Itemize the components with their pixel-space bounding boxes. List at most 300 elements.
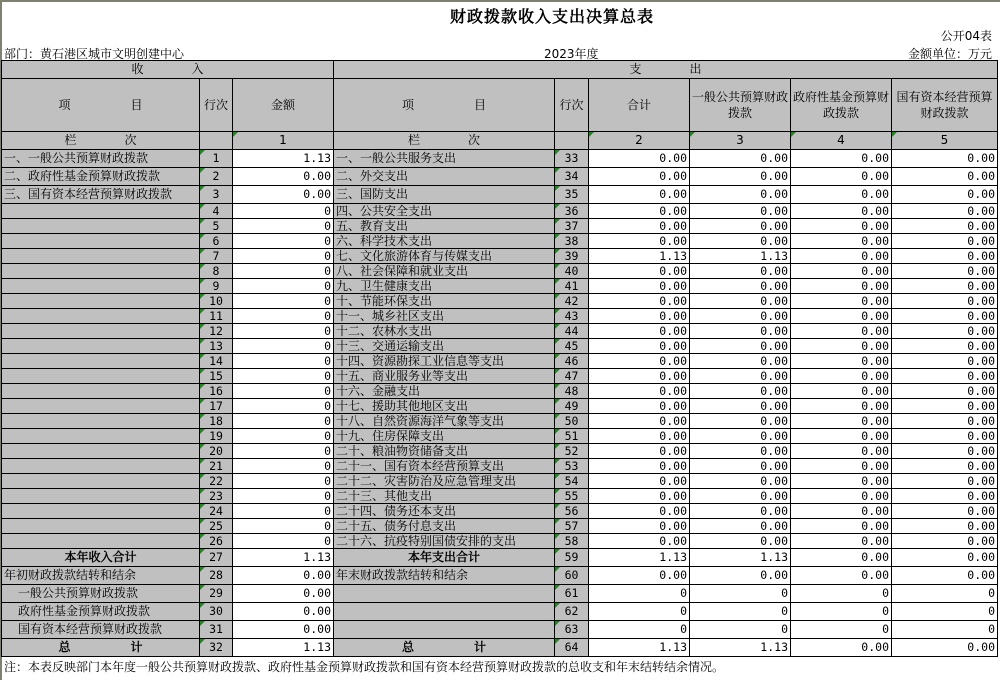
expense-state-capital[interactable]: 0.00 (892, 324, 998, 339)
expense-total[interactable]: 0.00 (589, 150, 690, 168)
table-row (2, 234, 998, 249)
income-item: 二、政府性基金预算财政拨款 (2, 168, 200, 186)
income-amount[interactable]: 0 (233, 234, 334, 249)
income-line-no: 24 (200, 504, 233, 519)
expense-gov-fund[interactable]: 0.00 (791, 444, 892, 459)
expense-gov-fund[interactable]: 0 (791, 603, 892, 621)
expense-item: 二十、粮油物资储备支出 (334, 444, 555, 459)
table-row (2, 399, 998, 414)
expense-gov-fund[interactable]: 0.00 (791, 639, 892, 657)
expense-gov-fund[interactable]: 0.00 (791, 429, 892, 444)
income-line-no: 13 (200, 339, 233, 354)
income-item: 一、一般公共预算财政拨款 (2, 150, 200, 168)
expense-general-budget[interactable]: 0.00 (690, 294, 791, 309)
expense-general-budget[interactable]: 0.00 (690, 309, 791, 324)
expense-total[interactable]: 0.00 (589, 414, 690, 429)
income-line-no: 2 (200, 168, 233, 186)
income-amount[interactable]: 0 (233, 264, 334, 279)
column-number: 4 (791, 132, 892, 150)
expense-general-budget[interactable]: 0 (690, 585, 791, 603)
expense-total[interactable]: 1.13 (589, 249, 690, 264)
expense-total[interactable]: 1.13 (589, 639, 690, 657)
expense-general-budget[interactable]: 1.13 (690, 249, 791, 264)
expense-item: 本年支出合计 (334, 549, 555, 567)
expense-total[interactable]: 0.00 (589, 369, 690, 384)
income-item (2, 339, 200, 354)
expense-total[interactable]: 0.00 (589, 234, 690, 249)
income-line-no: 12 (200, 324, 233, 339)
income-amount[interactable]: 1.13 (233, 549, 334, 567)
expense-line-no: 50 (555, 414, 589, 429)
expense-line-no: 51 (555, 429, 589, 444)
expense-general-budget[interactable]: 0 (690, 603, 791, 621)
expense-total[interactable]: 0.00 (589, 474, 690, 489)
expense-item: 二十四、债务还本支出 (334, 504, 555, 519)
expense-line-no: 34 (555, 168, 589, 186)
expense-general-budget[interactable]: 0.00 (690, 279, 791, 294)
table-row (2, 519, 998, 534)
table-row (2, 186, 998, 204)
expense-item: 七、文化旅游体育与传媒支出 (334, 249, 555, 264)
expense-state-capital[interactable]: 0.00 (892, 429, 998, 444)
expense-gov-fund[interactable]: 0.00 (791, 264, 892, 279)
expense-item: 十九、住房保障支出 (334, 429, 555, 444)
income-item: 政府性基金预算财政拨款 (2, 603, 200, 621)
expense-gov-fund[interactable]: 0.00 (791, 324, 892, 339)
table-row (2, 219, 998, 234)
income-amount[interactable]: 0 (233, 204, 334, 219)
expense-total[interactable]: 0.00 (589, 204, 690, 219)
expense-general-budget[interactable]: 0.00 (690, 399, 791, 414)
expense-general-budget[interactable]: 1.13 (690, 639, 791, 657)
income-item (2, 279, 200, 294)
expense-total[interactable]: 0.00 (589, 399, 690, 414)
expense-total[interactable]: 0.00 (589, 504, 690, 519)
expense-state-capital[interactable]: 0.00 (892, 504, 998, 519)
expense-state-capital[interactable]: 0.00 (892, 186, 998, 204)
column-number: 3 (690, 132, 791, 150)
table-row (2, 204, 998, 219)
expense-gov-fund[interactable]: 0.00 (791, 519, 892, 534)
expense-item: 六、科学技术支出 (334, 234, 555, 249)
expense-gov-fund[interactable]: 0.00 (791, 504, 892, 519)
expense-general-budget[interactable]: 0.00 (690, 489, 791, 504)
expense-state-capital[interactable]: 0.00 (892, 249, 998, 264)
expense-gov-fund[interactable]: 0.00 (791, 168, 892, 186)
expense-state-capital[interactable]: 0 (892, 621, 998, 639)
income-amount[interactable]: 0.00 (233, 168, 334, 186)
table-row (2, 444, 998, 459)
income-amount[interactable]: 0 (233, 444, 334, 459)
expense-line-no: 43 (555, 309, 589, 324)
expense-general-budget[interactable]: 0.00 (690, 429, 791, 444)
income-line-no: 14 (200, 354, 233, 369)
amount-unit: 金额单位：万元 (907, 47, 992, 61)
expense-item: 十七、援助其他地区支出 (334, 399, 555, 414)
table-row (2, 534, 998, 549)
expense-item-header: 项 目 (334, 79, 555, 132)
expense-general-budget[interactable]: 1.13 (690, 549, 791, 567)
income-item (2, 309, 200, 324)
expense-gov-fund[interactable]: 0 (791, 585, 892, 603)
expense-gov-fund[interactable]: 0.00 (791, 369, 892, 384)
expense-total[interactable]: 0.00 (589, 459, 690, 474)
income-item (2, 324, 200, 339)
expense-general-budget[interactable]: 0.00 (690, 384, 791, 399)
income-amount[interactable]: 0 (233, 414, 334, 429)
income-amount[interactable]: 0.00 (233, 603, 334, 621)
income-line-no: 23 (200, 489, 233, 504)
expense-general-budget[interactable]: 0.00 (690, 369, 791, 384)
expense-state-capital[interactable]: 0.00 (892, 234, 998, 249)
expense-item: 三、国防支出 (334, 186, 555, 204)
expense-gov-fund[interactable]: 0.00 (791, 489, 892, 504)
income-amount[interactable]: 0 (233, 459, 334, 474)
income-line-no: 29 (200, 585, 233, 603)
expense-general-budget[interactable]: 0.00 (690, 414, 791, 429)
table-row (2, 339, 998, 354)
expense-general-budget[interactable]: 0.00 (690, 234, 791, 249)
table-row (2, 414, 998, 429)
table-row (2, 294, 998, 309)
expense-total[interactable]: 0 (589, 603, 690, 621)
table-row (2, 264, 998, 279)
income-item (2, 219, 200, 234)
income-item-header: 项 目 (2, 79, 200, 132)
expense-total[interactable]: 0.00 (589, 444, 690, 459)
income-amount[interactable]: 0 (233, 534, 334, 549)
table-row (2, 603, 998, 621)
income-amount-header: 金额 (233, 79, 334, 132)
income-amount[interactable]: 0 (233, 324, 334, 339)
expense-state-capital[interactable]: 0.00 (892, 354, 998, 369)
expense-total[interactable]: 0.00 (589, 186, 690, 204)
expense-state-capital[interactable]: 0.00 (892, 219, 998, 234)
income-amount[interactable]: 0 (233, 504, 334, 519)
expense-line-no-header: 行次 (555, 79, 589, 132)
expense-line-no: 48 (555, 384, 589, 399)
income-line-no: 5 (200, 219, 233, 234)
expense-state-capital[interactable]: 0.00 (892, 339, 998, 354)
empty-cell (200, 132, 233, 150)
expense-line-no: 55 (555, 489, 589, 504)
expense-state-capital[interactable]: 0.00 (892, 309, 998, 324)
income-line-no: 7 (200, 249, 233, 264)
table-row (2, 384, 998, 399)
expense-gov-fund[interactable]: 0.00 (791, 204, 892, 219)
expense-total[interactable]: 0.00 (589, 294, 690, 309)
income-amount[interactable]: 1.13 (233, 150, 334, 168)
expense-line-no: 41 (555, 279, 589, 294)
expense-total[interactable]: 0.00 (589, 354, 690, 369)
expense-item: 一、一般公共服务支出 (334, 150, 555, 168)
column-number: 1 (233, 132, 334, 150)
expense-state-capital[interactable]: 0.00 (892, 168, 998, 186)
expense-item: 四、公共安全支出 (334, 204, 555, 219)
expense-gov-fund[interactable]: 0.00 (791, 219, 892, 234)
income-item (2, 519, 200, 534)
expense-state-capital[interactable]: 0.00 (892, 264, 998, 279)
fiscal-year: 2023年度 (544, 47, 599, 61)
expense-general-budget[interactable]: 0.00 (690, 444, 791, 459)
expense-general-budget[interactable]: 0.00 (690, 354, 791, 369)
table-row (2, 489, 998, 504)
expense-gov-fund[interactable]: 0.00 (791, 309, 892, 324)
expense-total[interactable]: 0.00 (589, 534, 690, 549)
expense-general-budget[interactable]: 0.00 (690, 474, 791, 489)
expense-state-capital[interactable]: 0.00 (892, 204, 998, 219)
income-amount[interactable]: 0 (233, 294, 334, 309)
income-item: 本年收入合计 (2, 549, 200, 567)
table-row (2, 474, 998, 489)
expense-total[interactable]: 0.00 (589, 339, 690, 354)
column-label: 栏 次 (334, 132, 555, 150)
expense-item (334, 621, 555, 639)
expense-total[interactable]: 0.00 (589, 168, 690, 186)
expense-general-budget[interactable]: 0.00 (690, 150, 791, 168)
expense-total[interactable]: 0.00 (589, 324, 690, 339)
income-amount[interactable]: 0 (233, 429, 334, 444)
expense-state-capital[interactable]: 0.00 (892, 279, 998, 294)
income-amount[interactable]: 0 (233, 519, 334, 534)
expense-item: 十、节能环保支出 (334, 294, 555, 309)
general-budget-header: 一般公共预算财政拨款 (690, 79, 791, 132)
income-item: 总 计 (2, 639, 200, 657)
expense-gov-fund[interactable]: 0.00 (791, 234, 892, 249)
income-item (2, 489, 200, 504)
expense-state-capital[interactable]: 0.00 (892, 549, 998, 567)
income-item (2, 414, 200, 429)
expense-general-budget[interactable]: 0.00 (690, 324, 791, 339)
expense-state-capital[interactable]: 0.00 (892, 567, 998, 585)
expense-item: 二十三、其他支出 (334, 489, 555, 504)
income-amount[interactable]: 0 (233, 474, 334, 489)
expense-state-capital[interactable]: 0.00 (892, 384, 998, 399)
expense-general-budget[interactable]: 0.00 (690, 339, 791, 354)
income-amount[interactable]: 0 (233, 384, 334, 399)
income-group-header: 收 入 (2, 61, 334, 79)
expense-gov-fund[interactable]: 0.00 (791, 474, 892, 489)
income-amount[interactable]: 0.00 (233, 621, 334, 639)
expense-state-capital[interactable]: 0.00 (892, 369, 998, 384)
expense-general-budget[interactable]: 0.00 (690, 567, 791, 585)
income-amount[interactable]: 0.00 (233, 186, 334, 204)
income-amount[interactable]: 0 (233, 309, 334, 324)
column-number: 2 (589, 132, 690, 150)
expense-total[interactable]: 0.00 (589, 219, 690, 234)
expense-total[interactable]: 1.13 (589, 549, 690, 567)
expense-gov-fund[interactable]: 0.00 (791, 354, 892, 369)
income-amount[interactable]: 0.00 (233, 567, 334, 585)
expense-gov-fund[interactable]: 0.00 (791, 567, 892, 585)
income-amount[interactable]: 0 (233, 489, 334, 504)
income-line-no: 21 (200, 459, 233, 474)
expense-line-no: 42 (555, 294, 589, 309)
expense-general-budget[interactable]: 0.00 (690, 519, 791, 534)
income-amount[interactable]: 0 (233, 219, 334, 234)
income-item: 三、国有资本经营预算财政拨款 (2, 186, 200, 204)
expense-state-capital[interactable]: 0.00 (892, 639, 998, 657)
expense-total[interactable]: 0.00 (589, 489, 690, 504)
income-item (2, 459, 200, 474)
income-item (2, 474, 200, 489)
expense-line-no: 53 (555, 459, 589, 474)
table-row (2, 150, 998, 168)
expense-line-no: 54 (555, 474, 589, 489)
expense-general-budget[interactable]: 0.00 (690, 168, 791, 186)
column-number: 5 (892, 132, 998, 150)
expense-line-no: 45 (555, 339, 589, 354)
income-amount[interactable]: 0 (233, 279, 334, 294)
expense-total[interactable]: 0 (589, 621, 690, 639)
table-row (2, 369, 998, 384)
expense-general-budget[interactable]: 0.00 (690, 459, 791, 474)
income-amount[interactable]: 0 (233, 354, 334, 369)
expense-state-capital[interactable]: 0.00 (892, 414, 998, 429)
expense-line-no: 37 (555, 219, 589, 234)
expense-state-capital[interactable]: 0.00 (892, 474, 998, 489)
expense-total[interactable]: 0.00 (589, 519, 690, 534)
income-line-no: 22 (200, 474, 233, 489)
income-line-no: 8 (200, 264, 233, 279)
expense-general-budget[interactable]: 0.00 (690, 264, 791, 279)
expense-gov-fund[interactable]: 0.00 (791, 549, 892, 567)
expense-state-capital[interactable]: 0 (892, 603, 998, 621)
table-row (2, 549, 998, 567)
expense-item: 二十六、抗疫特别国债安排的支出 (334, 534, 555, 549)
income-item (2, 249, 200, 264)
expense-state-capital[interactable]: 0.00 (892, 459, 998, 474)
expense-total[interactable]: 0.00 (589, 384, 690, 399)
expense-state-capital[interactable]: 0.00 (892, 489, 998, 504)
expense-item: 二十二、灾害防治及应急管理支出 (334, 474, 555, 489)
income-line-no: 9 (200, 279, 233, 294)
expense-total[interactable]: 0.00 (589, 279, 690, 294)
expense-gov-fund[interactable]: 0.00 (791, 414, 892, 429)
table-row (2, 621, 998, 639)
expense-gov-fund[interactable]: 0 (791, 621, 892, 639)
income-line-no: 1 (200, 150, 233, 168)
expense-gov-fund[interactable]: 0.00 (791, 459, 892, 474)
income-item (2, 234, 200, 249)
expense-line-no: 52 (555, 444, 589, 459)
expense-item: 总 计 (334, 639, 555, 657)
expense-general-budget[interactable]: 0.00 (690, 219, 791, 234)
income-item (2, 534, 200, 549)
expense-line-no: 36 (555, 204, 589, 219)
income-line-no: 27 (200, 549, 233, 567)
expense-general-budget[interactable]: 0.00 (690, 534, 791, 549)
footnote: 注：本表反映部门本年度一般公共预算财政拨款、政府性基金预算财政拨款和国有资本经营预算财政拨款的总收支和年末结转结余情况。 (4, 660, 725, 674)
expense-item: 十八、自然资源海洋气象等支出 (334, 414, 555, 429)
expense-gov-fund[interactable]: 0.00 (791, 150, 892, 168)
expense-general-budget[interactable]: 0.00 (690, 204, 791, 219)
expense-gov-fund[interactable]: 0.00 (791, 384, 892, 399)
expense-state-capital[interactable]: 0.00 (892, 534, 998, 549)
state-capital-header: 国有资本经营预算财政拨款 (892, 79, 998, 132)
expense-gov-fund[interactable]: 0.00 (791, 279, 892, 294)
expense-item: 十二、农林水支出 (334, 324, 555, 339)
gov-fund-header: 政府性基金预算财政拨款 (791, 79, 892, 132)
expense-item: 十三、交通运输支出 (334, 339, 555, 354)
income-item (2, 384, 200, 399)
expense-state-capital[interactable]: 0.00 (892, 399, 998, 414)
expense-state-capital[interactable]: 0.00 (892, 519, 998, 534)
table-row (2, 585, 998, 603)
expense-gov-fund[interactable]: 0.00 (791, 186, 892, 204)
expense-general-budget[interactable]: 0.00 (690, 186, 791, 204)
income-item (2, 429, 200, 444)
expense-item: 五、教育支出 (334, 219, 555, 234)
table-row (2, 324, 998, 339)
income-line-no: 25 (200, 519, 233, 534)
income-item: 一般公共预算财政拨款 (2, 585, 200, 603)
expense-total[interactable]: 0.00 (589, 567, 690, 585)
income-line-no: 31 (200, 621, 233, 639)
income-line-no: 19 (200, 429, 233, 444)
expense-total[interactable]: 0.00 (589, 429, 690, 444)
expense-item: 八、社会保障和就业支出 (334, 264, 555, 279)
expense-line-no: 49 (555, 399, 589, 414)
income-item (2, 504, 200, 519)
income-amount[interactable]: 0 (233, 339, 334, 354)
expense-total[interactable]: 0.00 (589, 264, 690, 279)
expense-general-budget[interactable]: 0.00 (690, 504, 791, 519)
expense-gov-fund[interactable]: 0.00 (791, 399, 892, 414)
expense-gov-fund[interactable]: 0.00 (791, 534, 892, 549)
income-item (2, 264, 200, 279)
table-row (2, 429, 998, 444)
table-row (2, 504, 998, 519)
expense-item: 二、外交支出 (334, 168, 555, 186)
expense-item: 十五、商业服务业等支出 (334, 369, 555, 384)
expense-line-no: 39 (555, 249, 589, 264)
table-row (2, 459, 998, 474)
income-amount[interactable]: 1.13 (233, 639, 334, 657)
income-line-no: 28 (200, 567, 233, 585)
expense-gov-fund[interactable]: 0.00 (791, 294, 892, 309)
expense-total[interactable]: 0 (589, 585, 690, 603)
expense-gov-fund[interactable]: 0.00 (791, 339, 892, 354)
expense-state-capital[interactable]: 0.00 (892, 294, 998, 309)
income-amount[interactable]: 0 (233, 369, 334, 384)
fiscal-summary-table (1, 60, 998, 657)
table-row (2, 249, 998, 264)
income-amount[interactable]: 0 (233, 399, 334, 414)
income-item (2, 354, 200, 369)
income-item: 国有资本经营预算财政拨款 (2, 621, 200, 639)
expense-total[interactable]: 0.00 (589, 309, 690, 324)
expense-item: 二十五、债务付息支出 (334, 519, 555, 534)
expense-state-capital[interactable]: 0.00 (892, 150, 998, 168)
income-line-no: 16 (200, 384, 233, 399)
income-line-no: 30 (200, 603, 233, 621)
income-line-no: 26 (200, 534, 233, 549)
total-header: 合计 (589, 79, 690, 132)
expense-line-no: 47 (555, 369, 589, 384)
expense-item: 二十一、国有资本经营预算支出 (334, 459, 555, 474)
income-line-no: 11 (200, 309, 233, 324)
expense-item: 十六、金融支出 (334, 384, 555, 399)
income-amount[interactable]: 0 (233, 249, 334, 264)
expense-general-budget[interactable]: 0 (690, 621, 791, 639)
expense-line-no: 59 (555, 549, 589, 567)
income-amount[interactable]: 0.00 (233, 585, 334, 603)
expense-state-capital[interactable]: 0.00 (892, 444, 998, 459)
expense-gov-fund[interactable]: 0.00 (791, 249, 892, 264)
expense-line-no: 33 (555, 150, 589, 168)
expense-state-capital[interactable]: 0 (892, 585, 998, 603)
